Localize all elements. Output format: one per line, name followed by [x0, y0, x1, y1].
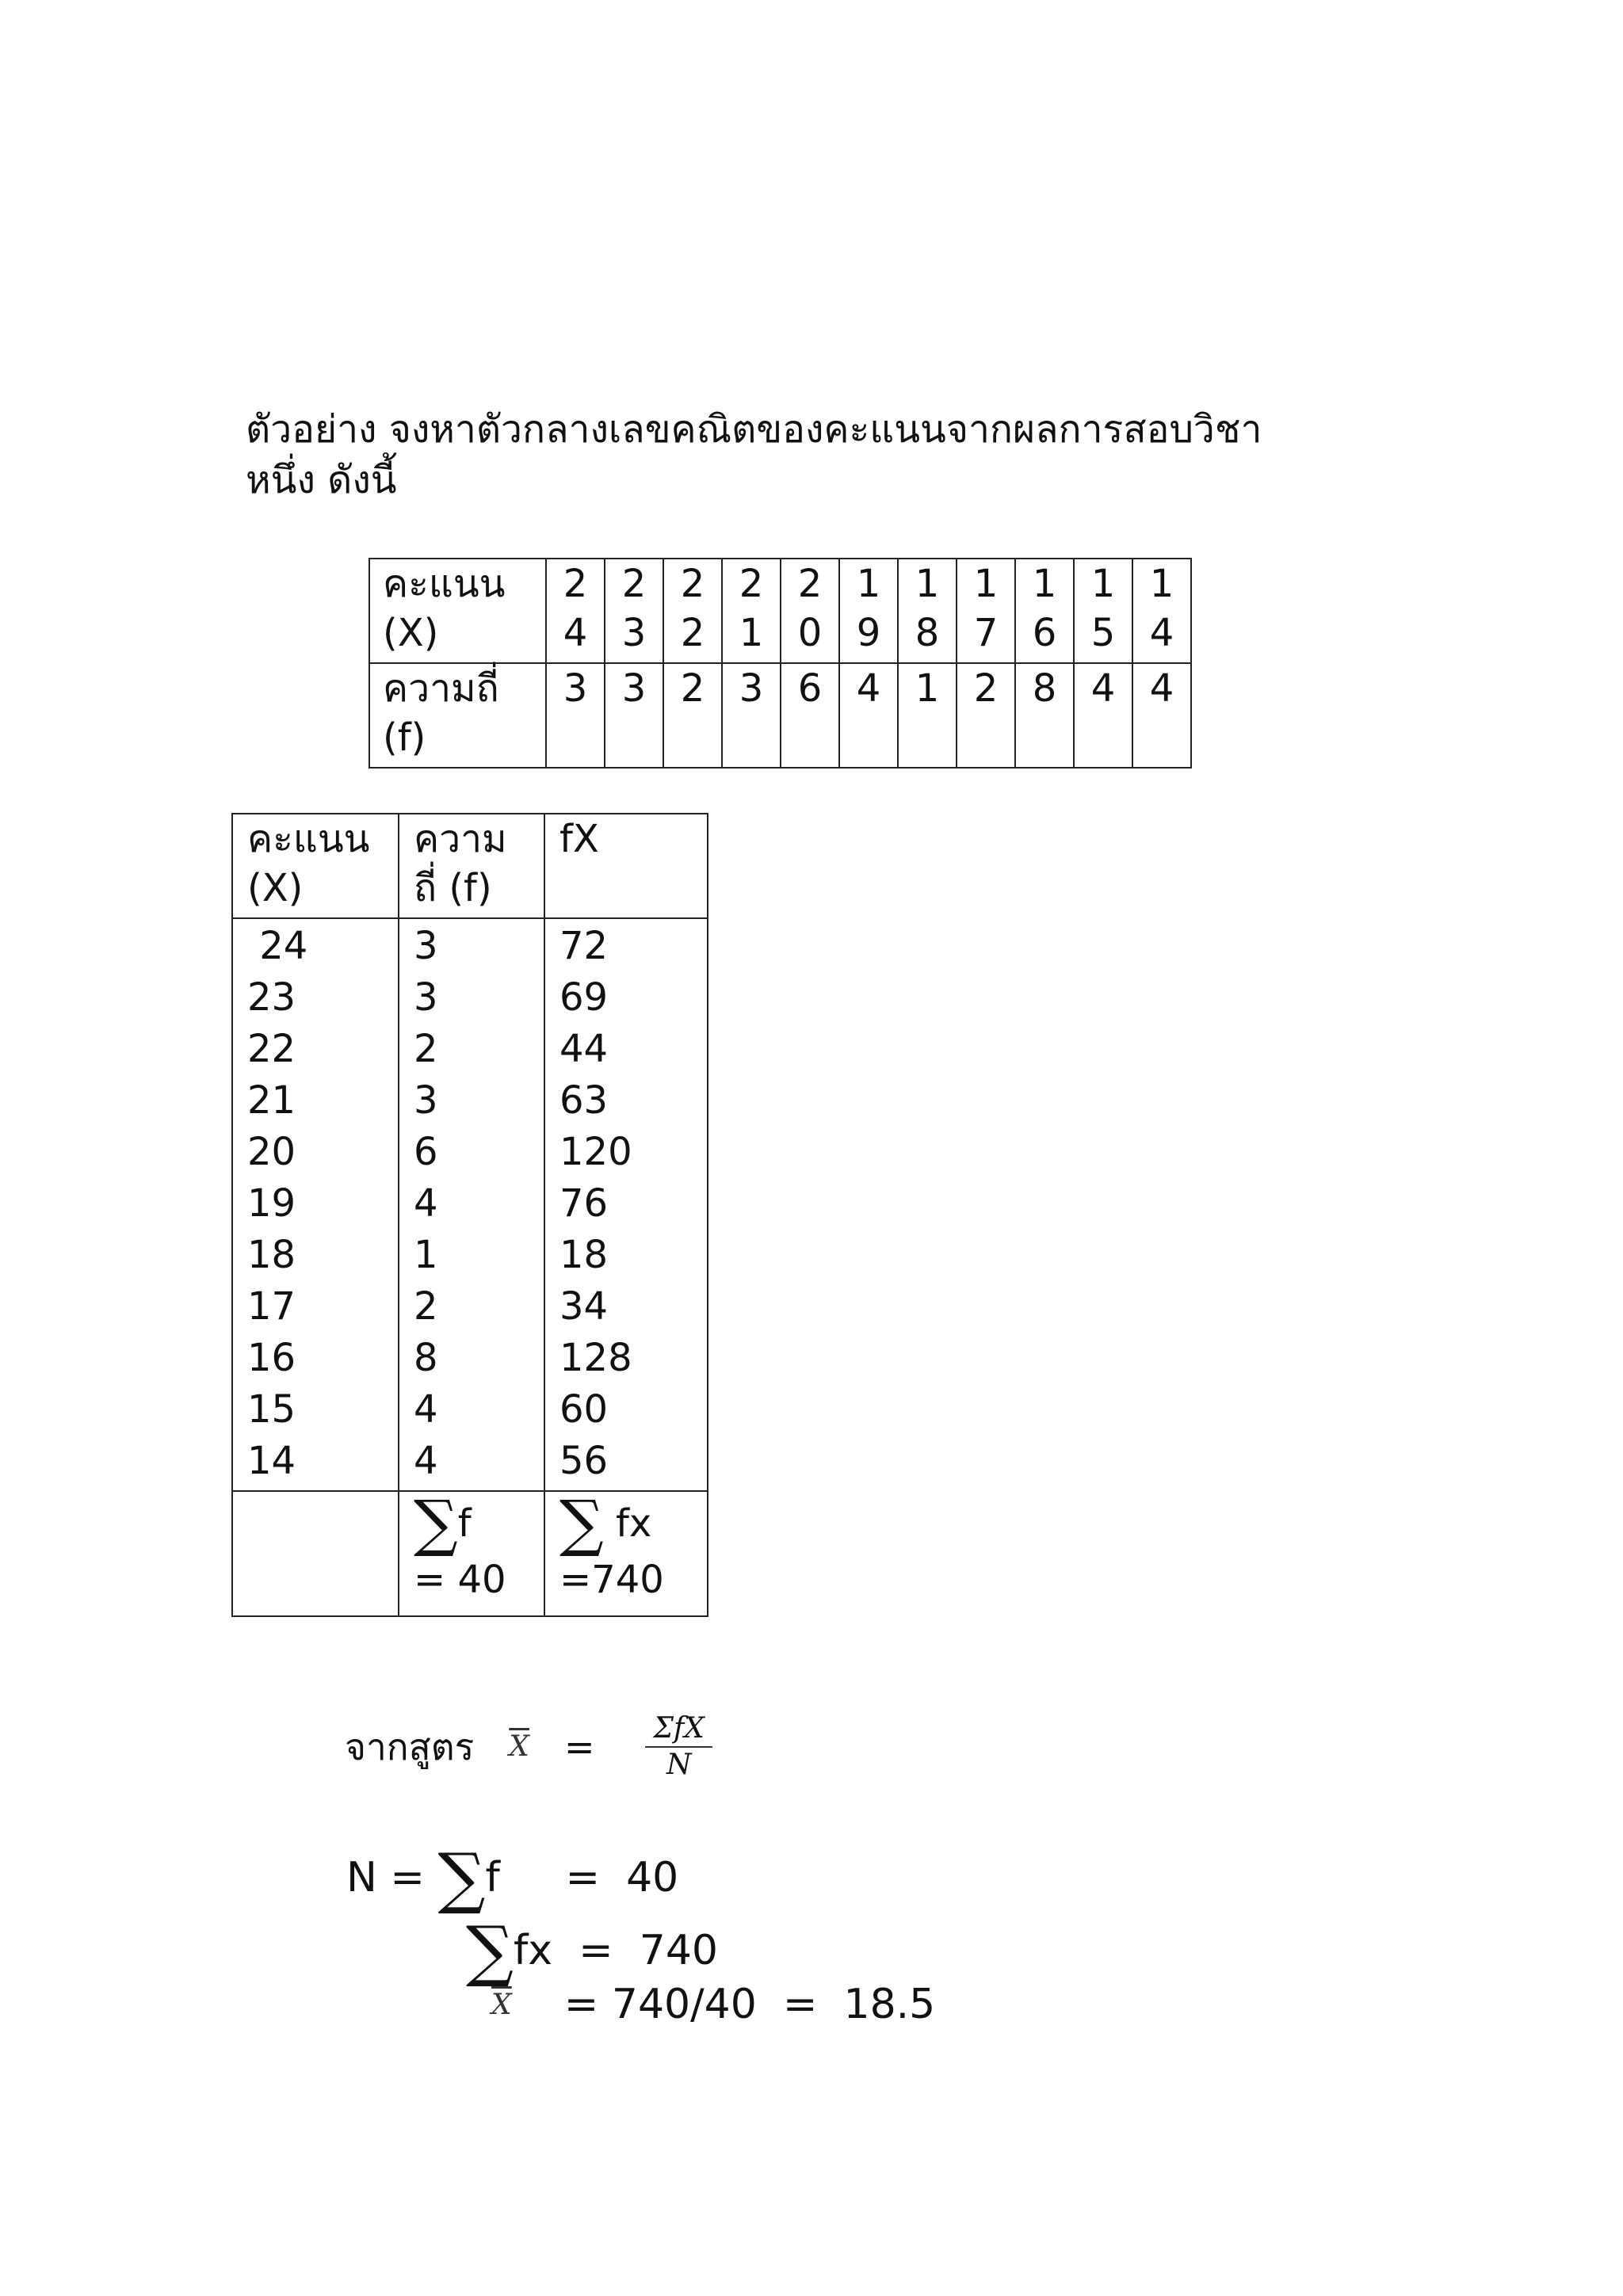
- score-value: 22: [247, 1027, 296, 1071]
- score-digit: 2: [680, 562, 705, 606]
- fx-value: 120: [559, 1130, 632, 1174]
- fx-table-body: [232, 918, 708, 1491]
- score-column: [232, 918, 399, 1491]
- header-score: [232, 814, 399, 918]
- frequency-value: 8: [414, 1336, 438, 1380]
- header-frequency-line-2: ถี่ (f): [414, 866, 492, 910]
- score-value: 24: [247, 924, 308, 968]
- score-value: 20: [247, 1130, 296, 1174]
- fx-variable: fx: [513, 1927, 553, 1974]
- fx-value: = 740: [552, 1927, 719, 1974]
- frequency-value: 4: [414, 1181, 438, 1226]
- score-cell: [605, 559, 663, 663]
- sum-fx-variable: fx: [603, 1501, 652, 1546]
- frequency-label-cell: [369, 663, 546, 768]
- score-digit: 5: [1090, 611, 1116, 655]
- header-frequency: [399, 814, 544, 918]
- score-cell: [781, 559, 839, 663]
- frequency-cell: 2: [957, 663, 1015, 768]
- score-digit: 8: [915, 611, 940, 655]
- sigma-symbol: ∑: [437, 1839, 486, 1917]
- mean-value: = 740/40 = 18.5: [511, 1981, 936, 2028]
- frequency-cell: 8: [1015, 663, 1074, 768]
- frequency-label-line-1: ความถี่: [383, 666, 499, 711]
- score-cell: [1015, 559, 1074, 663]
- score-value: 18: [247, 1233, 296, 1277]
- score-row: [369, 559, 1191, 663]
- fx-value: 60: [559, 1387, 609, 1432]
- score-cell: [1074, 559, 1132, 663]
- frequency-cell: 6: [781, 663, 839, 768]
- sigma-symbol: ∑: [559, 1488, 604, 1559]
- n-value: = 40: [499, 1854, 679, 1901]
- fx-column: [544, 918, 708, 1491]
- frequency-value: 2: [414, 1027, 438, 1071]
- score-digit: 1: [856, 562, 881, 606]
- sigma-symbol: ∑: [414, 1488, 458, 1559]
- frequency-value: 1: [414, 1233, 438, 1277]
- frequency-label-line-2: (f): [383, 715, 426, 760]
- score-digit: 4: [1149, 611, 1174, 655]
- frequency-value: 2: [414, 1284, 438, 1329]
- sum-fx-calculation: [466, 1912, 719, 1989]
- score-digit: 1: [739, 611, 764, 655]
- fx-value: 63: [559, 1078, 609, 1123]
- score-label-line-1: คะแนน: [383, 562, 506, 606]
- fx-value: 18: [559, 1233, 609, 1277]
- frequency-value: 6: [414, 1130, 438, 1174]
- formula-equals: =: [563, 1726, 595, 1768]
- score-cell: [546, 559, 605, 663]
- horizontal-frequency-table: [369, 558, 1192, 769]
- formula-denominator: N: [666, 1749, 692, 1781]
- n-calculation: [346, 1839, 679, 1917]
- score-label-line-2: (X): [383, 611, 439, 655]
- fx-value: 76: [559, 1181, 609, 1226]
- score-digit: 1: [1090, 562, 1116, 606]
- score-cell: [839, 559, 898, 663]
- fx-value: 72: [559, 924, 609, 968]
- score-digit: 2: [621, 562, 647, 606]
- xbar-symbol: $\overline{X}$: [491, 1988, 512, 2021]
- score-digit: 7: [973, 611, 999, 655]
- frequency-value: 4: [414, 1387, 438, 1432]
- score-value: 16: [247, 1336, 296, 1380]
- fx-table-sum-row: [232, 1491, 708, 1616]
- frequency-cell: 4: [1132, 663, 1191, 768]
- score-digit: 1: [973, 562, 999, 606]
- sum-fx-cell: [544, 1488, 708, 1616]
- frequency-value: 3: [414, 975, 438, 1020]
- sum-f-variable: f: [457, 1501, 472, 1546]
- frequency-value: 3: [414, 1078, 438, 1123]
- formula-label: จากสูตร: [345, 1726, 475, 1768]
- sum-f-cell: [399, 1488, 544, 1616]
- frequency-value: 3: [414, 924, 438, 968]
- score-value: 19: [247, 1181, 296, 1226]
- frequency-cell: 3: [722, 663, 781, 768]
- header-fx: fX: [544, 814, 708, 918]
- score-value: 23: [247, 975, 296, 1020]
- score-digit: 4: [563, 611, 588, 655]
- sum-fx-value: =740: [559, 1558, 664, 1602]
- header-score-line-2: (X): [247, 866, 304, 910]
- intro-line-1: ตัวอย่าง จงหาตัวกลางเลขคณิตของคะแนนจากผลการสอบวิชา: [246, 407, 1262, 452]
- n-prefix: N =: [346, 1854, 438, 1901]
- score-digit: 1: [1032, 562, 1057, 606]
- fx-value: 56: [559, 1439, 609, 1483]
- fx-value: 128: [559, 1336, 632, 1380]
- frequency-row: [369, 663, 1191, 768]
- score-digit: 6: [1032, 611, 1057, 655]
- score-value: 17: [247, 1284, 296, 1329]
- formula-fraction: [645, 1711, 712, 1783]
- score-value: 15: [247, 1387, 296, 1432]
- fx-value: 34: [559, 1284, 609, 1329]
- score-cell: [898, 559, 957, 663]
- mean-formula: [345, 1707, 712, 1787]
- frequency-value: 4: [414, 1439, 438, 1483]
- fx-computation-table: [231, 813, 708, 1617]
- score-cell: [663, 559, 722, 663]
- score-digit: 1: [915, 562, 940, 606]
- sum-empty-cell: [232, 1491, 399, 1616]
- frequency-column: [399, 918, 544, 1491]
- score-value: 21: [247, 1078, 296, 1123]
- frequency-cell: 4: [1074, 663, 1132, 768]
- intro-line-2: หนึ่ง ดังนี้: [246, 458, 397, 502]
- frequency-cell: 3: [546, 663, 605, 768]
- formula-numerator: ΣfX: [645, 1711, 712, 1748]
- mean-calculation: [491, 1981, 935, 2028]
- fx-value: 69: [559, 975, 609, 1020]
- score-digit: 2: [563, 562, 588, 606]
- frequency-cell: 2: [663, 663, 722, 768]
- intro-text: [246, 404, 1411, 505]
- sum-f-value: = 40: [414, 1558, 506, 1602]
- score-cell: [722, 559, 781, 663]
- header-frequency-line-1: ความ: [414, 817, 507, 861]
- xbar-symbol: $\overline{X}$: [509, 1730, 529, 1763]
- score-digit: 9: [856, 611, 881, 655]
- frequency-cell: 3: [605, 663, 663, 768]
- score-cell: [1132, 559, 1191, 663]
- score-value: 14: [247, 1439, 296, 1483]
- n-variable: f: [485, 1854, 500, 1901]
- fx-table-header-row: [232, 814, 708, 918]
- score-digit: 1: [1149, 562, 1174, 606]
- fx-value: 44: [559, 1027, 609, 1071]
- frequency-cell: 1: [898, 663, 957, 768]
- score-cell: [957, 559, 1015, 663]
- header-score-line-1: คะแนน: [247, 817, 370, 861]
- score-digit: 0: [797, 611, 823, 655]
- score-digit: 2: [739, 562, 764, 606]
- frequency-cell: 4: [839, 663, 898, 768]
- score-digit: 2: [797, 562, 823, 606]
- score-digit: 3: [621, 611, 647, 655]
- score-digit: 2: [680, 611, 705, 655]
- score-label-cell: [369, 559, 546, 663]
- sigma-symbol: ∑: [466, 1912, 514, 1989]
